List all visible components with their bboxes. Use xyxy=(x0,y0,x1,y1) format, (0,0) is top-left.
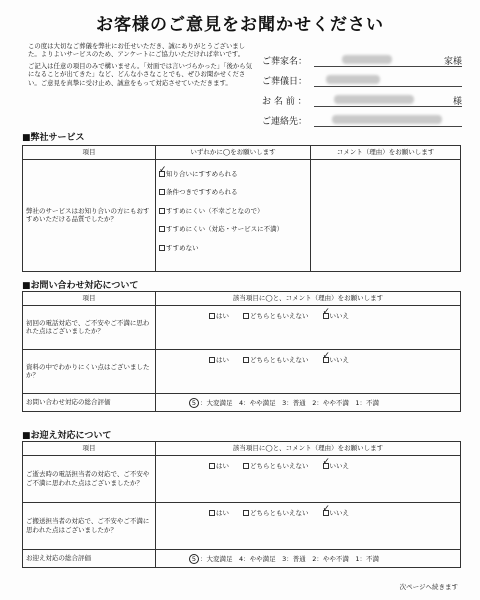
redacted-funeral-date xyxy=(326,75,380,84)
option-item[interactable]: すすめにくい（不幸ごとなので） xyxy=(159,207,307,216)
option-item[interactable]: どちらともいえない xyxy=(243,509,309,518)
name-suffix: 様 xyxy=(452,97,462,107)
answer-options xyxy=(159,352,457,365)
rating-scale-text: ：大変満足 4：やや満足 3：普通 2：やや不満 1：不満 xyxy=(200,554,380,563)
section-heading-pickup: ■お迎え対応について xyxy=(22,431,112,441)
respondent-info xyxy=(262,52,462,132)
option-item[interactable]: ✓ いいえ xyxy=(323,356,350,365)
checkbox[interactable] xyxy=(159,189,165,195)
checkbox[interactable] xyxy=(243,510,249,516)
table-header-row xyxy=(23,146,461,160)
checkbox[interactable] xyxy=(209,313,215,319)
overall-rating-row xyxy=(23,549,461,567)
question-cell: ご逝去時の電話担当者の対応で、ご不安やご不満に思われた点はございましたか？ xyxy=(23,455,156,502)
continued-note: 次ページへ続きます xyxy=(399,583,458,591)
overall-rating-label: お迎え対応の総合評価 xyxy=(23,549,156,567)
selected-rating[interactable]: 5 xyxy=(189,554,199,564)
checkbox[interactable] xyxy=(159,226,165,232)
intro-text xyxy=(28,42,256,90)
checkbox-checked[interactable] xyxy=(323,357,329,363)
option-item[interactable]: ✓ いいえ xyxy=(323,509,350,518)
page-title: お客様のご意見をお聞かせください xyxy=(96,15,384,35)
funeral-date-label: ご葬儀日： xyxy=(262,77,308,87)
col-header-choice: 該当項目に◯と、コメント（理由）をお願いします xyxy=(156,442,461,456)
option-item[interactable]: どちらともいえない xyxy=(243,462,309,471)
intro-paragraph: この度は大切なご葬儀を弊社にお任せいただき、誠にありがとうございました。よりよいサービスのため、アンケートにご協力いただければ幸いです。 xyxy=(28,42,246,59)
checkbox[interactable] xyxy=(159,208,165,214)
redacted-contact xyxy=(332,115,442,124)
table-header-row xyxy=(23,292,461,306)
answer-options xyxy=(159,458,457,471)
col-header-item: 項目 xyxy=(23,146,156,160)
table-row xyxy=(23,502,461,549)
redacted-name xyxy=(334,95,414,104)
name-field[interactable] xyxy=(314,106,462,107)
option-item[interactable]: すすめにくい（対応・サービスに不満） xyxy=(159,225,307,234)
checkbox-checked[interactable] xyxy=(159,171,165,177)
checkbox-checked[interactable] xyxy=(323,510,329,516)
rating-scale[interactable] xyxy=(159,553,457,564)
choice-cell xyxy=(156,159,311,271)
col-header-choice: 該当項目に◯と、コメント（理由）をお願いします xyxy=(156,292,461,306)
option-item[interactable]: ✓ いいえ xyxy=(323,312,350,321)
answer-options xyxy=(159,308,457,321)
answer-cell xyxy=(156,455,461,502)
funeral-date-row xyxy=(262,72,462,92)
option-item[interactable]: はい xyxy=(209,509,229,518)
overall-rating-label: お問い合わせ対応の総合評価 xyxy=(23,393,156,411)
question-cell: 資料の中でわかりにくい点はございましたか？ xyxy=(23,349,156,393)
contact-label: ご連絡先： xyxy=(262,117,308,127)
checkbox[interactable] xyxy=(243,313,249,319)
checkbox-checked[interactable] xyxy=(323,463,329,469)
option-item[interactable]: どちらともいえない xyxy=(243,312,309,321)
col-header-item: 項目 xyxy=(23,292,156,306)
rating-scale[interactable] xyxy=(159,397,457,408)
name-row xyxy=(262,92,462,112)
table-header-row xyxy=(23,442,461,456)
overall-rating-cell xyxy=(156,549,461,567)
section-heading-service: ■弊社サービス xyxy=(22,133,85,143)
inquiry-table xyxy=(22,291,461,412)
overall-rating-cell xyxy=(156,393,461,411)
family-name-row xyxy=(262,52,462,72)
option-item[interactable]: ✓知り合いにすすめられる xyxy=(159,170,307,179)
rating-scale-text: ：大変満足 4：やや満足 3：普通 2：やや不満 1：不満 xyxy=(200,398,380,407)
checkbox[interactable] xyxy=(159,245,165,251)
table-row xyxy=(23,349,461,393)
checkbox[interactable] xyxy=(209,357,215,363)
family-name-suffix: 家様 xyxy=(443,57,462,67)
option-item[interactable]: すすめない xyxy=(159,244,307,253)
table-row xyxy=(23,305,461,349)
checkbox[interactable] xyxy=(243,463,249,469)
table-row xyxy=(23,455,461,502)
contact-row xyxy=(262,112,462,132)
col-header-comment: コメント（理由）をお願いします xyxy=(311,146,461,160)
option-item[interactable]: はい xyxy=(209,312,229,321)
intro-paragraph: ご記入は任意の項目のみで構いません。「対面では言いづらかった」「後から気になることが出てきた」など、どんな小さなことでも、ぜひお聞かせください。ご意見を真摯に受け止め、誠意をもって対応させていただきます。 xyxy=(28,61,253,87)
family-name-label: ご葬家名： xyxy=(262,57,308,67)
checkbox[interactable] xyxy=(209,510,215,516)
option-item[interactable]: はい xyxy=(209,356,229,365)
answer-cell xyxy=(156,349,461,393)
option-item[interactable]: 条件つきですすめられる xyxy=(159,188,307,197)
question-cell: 弊社のサービスはお知り合いの方にもおすすめいただける品質でしたか？ xyxy=(23,159,156,271)
checkbox[interactable] xyxy=(243,357,249,363)
overall-rating-row xyxy=(23,393,461,411)
answer-cell xyxy=(156,502,461,549)
name-label: お 名 前 ： xyxy=(262,97,307,107)
checkbox[interactable] xyxy=(209,463,215,469)
comment-cell[interactable] xyxy=(311,159,461,271)
col-header-item: 項目 xyxy=(23,442,156,456)
service-table xyxy=(22,145,461,272)
pickup-table xyxy=(22,441,461,568)
answer-options xyxy=(159,505,457,518)
question-cell: 初回の電話対応で、ご不安やご不満に思われた点はございましたか？ xyxy=(23,305,156,349)
contact-field[interactable] xyxy=(314,126,462,127)
family-name-field[interactable] xyxy=(314,66,462,67)
redacted-family-name xyxy=(342,55,392,64)
selected-rating[interactable]: 5 xyxy=(189,398,199,408)
option-item[interactable]: ✓ いいえ xyxy=(323,462,350,471)
option-item[interactable]: はい xyxy=(209,462,229,471)
section-heading-inquiry: ■お問い合わせ対応について xyxy=(22,281,139,291)
option-item[interactable]: どちらともいえない xyxy=(243,356,309,365)
question-cell: ご搬送担当者の対応で、ご不安やご不満に思われた点はございましたか？ xyxy=(23,502,156,549)
funeral-date-field[interactable] xyxy=(314,86,462,87)
table-row xyxy=(23,159,461,271)
col-header-choice: いずれかに◯をお願いします xyxy=(156,146,311,160)
answer-cell xyxy=(156,305,461,349)
checkbox-checked[interactable] xyxy=(323,313,329,319)
